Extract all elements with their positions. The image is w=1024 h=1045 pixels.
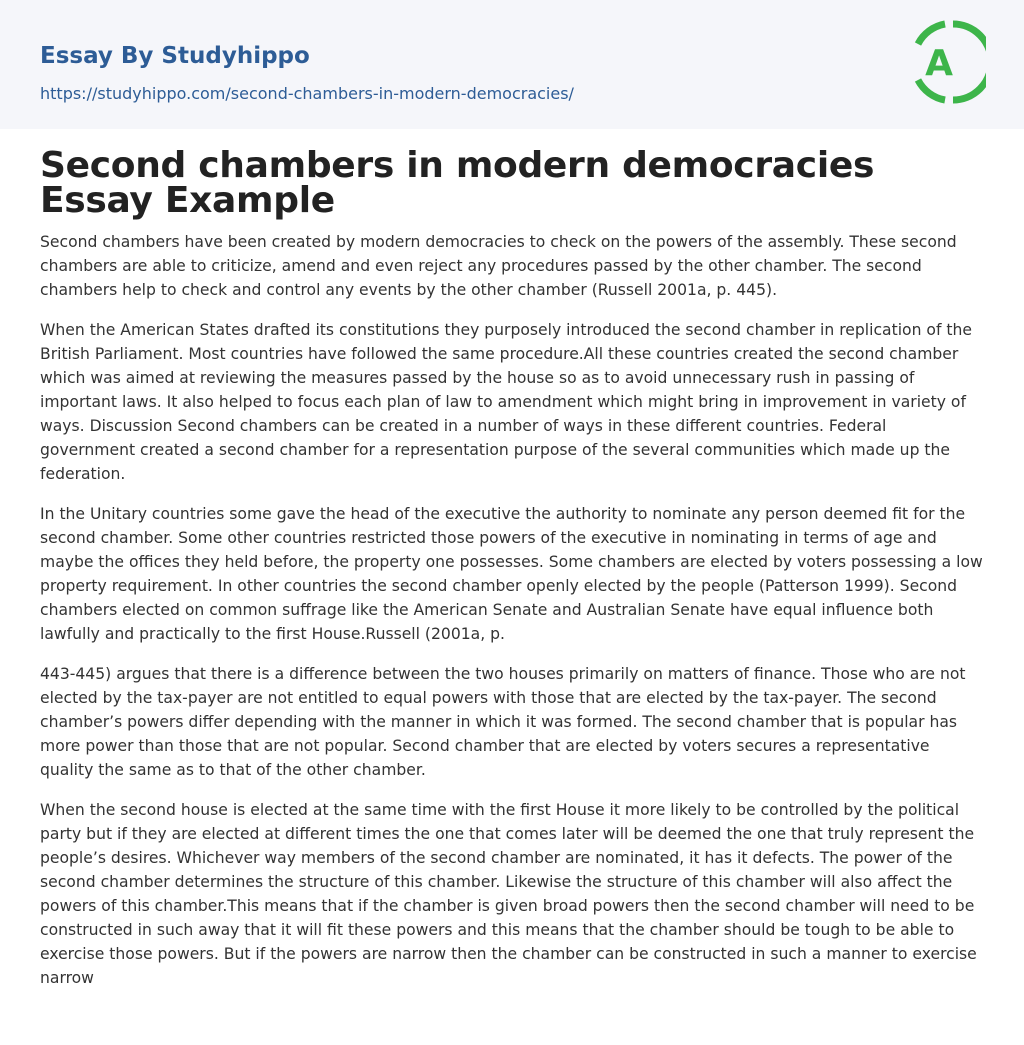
paragraph-2: When the American States drafted its constitutions they purposely introduced the second chamber in replication of the British Parliament. Most countries have followed the same procedure.All these countries created the second chamber which was aimed at reviewing the measures passed by the house so as to avoid unnecessary rush in passing of important laws. It also helped to focus each plan of law to amendment which might bring in improvement in variety of ways. Discussion Second chambers can be created in a number of ways in these different countries. Federal government created a second chamber for a representation purpose of the several communities which made up the federation.	[40, 321, 972, 483]
paragraph-5: When the second house is elected at the same time with the first House it more likely to be controlled by the political party but if they are elected at different times the one that comes later will be deemed the one that truly represent the people’s desires. Whichever way members of the second chamber are nominated, it has it defects. The power of the second chamber determines the structure of this chamber. Likewise the structure of this chamber will also affect the powers of this chamber.This means that if the chamber is given broad powers then the second chamber will need to be constructed in such away that it will fit these powers and this means that the chamber should be tough to be able to exercise those powers. But if the powers are narrow then the chamber can be constructed in such a manner to exercise narrow	[40, 801, 977, 987]
article-body	[40, 230, 984, 990]
source-url-link[interactable]: https://studyhippo.com/second-chambers-in-modern-democracies/	[40, 84, 574, 103]
page-title: Second chambers in modern democracies Essay Example	[40, 145, 875, 221]
paragraph-4: 443-445) argues that there is a difference between the two houses primarily on matters of finance. Those who are not elected by the tax-payer are not entitled to equal powers with those that are elected by the tax-payer. The second chamber’s powers differ depending with the manner in which it was formed. The second chamber that is popular has more power than those that are not popular. Second chamber that are elected by voters secures a representative quality the same as to that of the other chamber.	[40, 665, 966, 779]
article	[0, 129, 1024, 990]
paragraph-3: In the Unitary countries some gave the head of the executive the authority to nominate any person deemed fit for the second chamber. Some other countries restricted those powers of the executive in nominating in terms of age and maybe the offices they held before, the property one possesses. Some chambers are elected by voters possessing a low property requirement. In other countries the second chamber openly elected by the people (Patterson 1999). Second chambers elected on common suffrage like the American Senate and Australian Senate have equal influence both lawfully and practically to the first House.Russell (2001a, p.	[40, 505, 983, 643]
studyhippo-a-logo-icon[interactable]	[912, 20, 986, 104]
paragraph-1: Second chambers have been created by modern democracies to check on the powers of the assembly. These second chambers are able to criticize, amend and even reject any procedures passed by the other chamber. The second chambers help to check and control any events by the other chamber (Russell 2001a, p. 445).	[40, 233, 957, 299]
brand-title[interactable]: Essay By Studyhippo	[40, 43, 310, 69]
site-header	[0, 0, 1024, 129]
logo-letter: A	[925, 43, 953, 84]
